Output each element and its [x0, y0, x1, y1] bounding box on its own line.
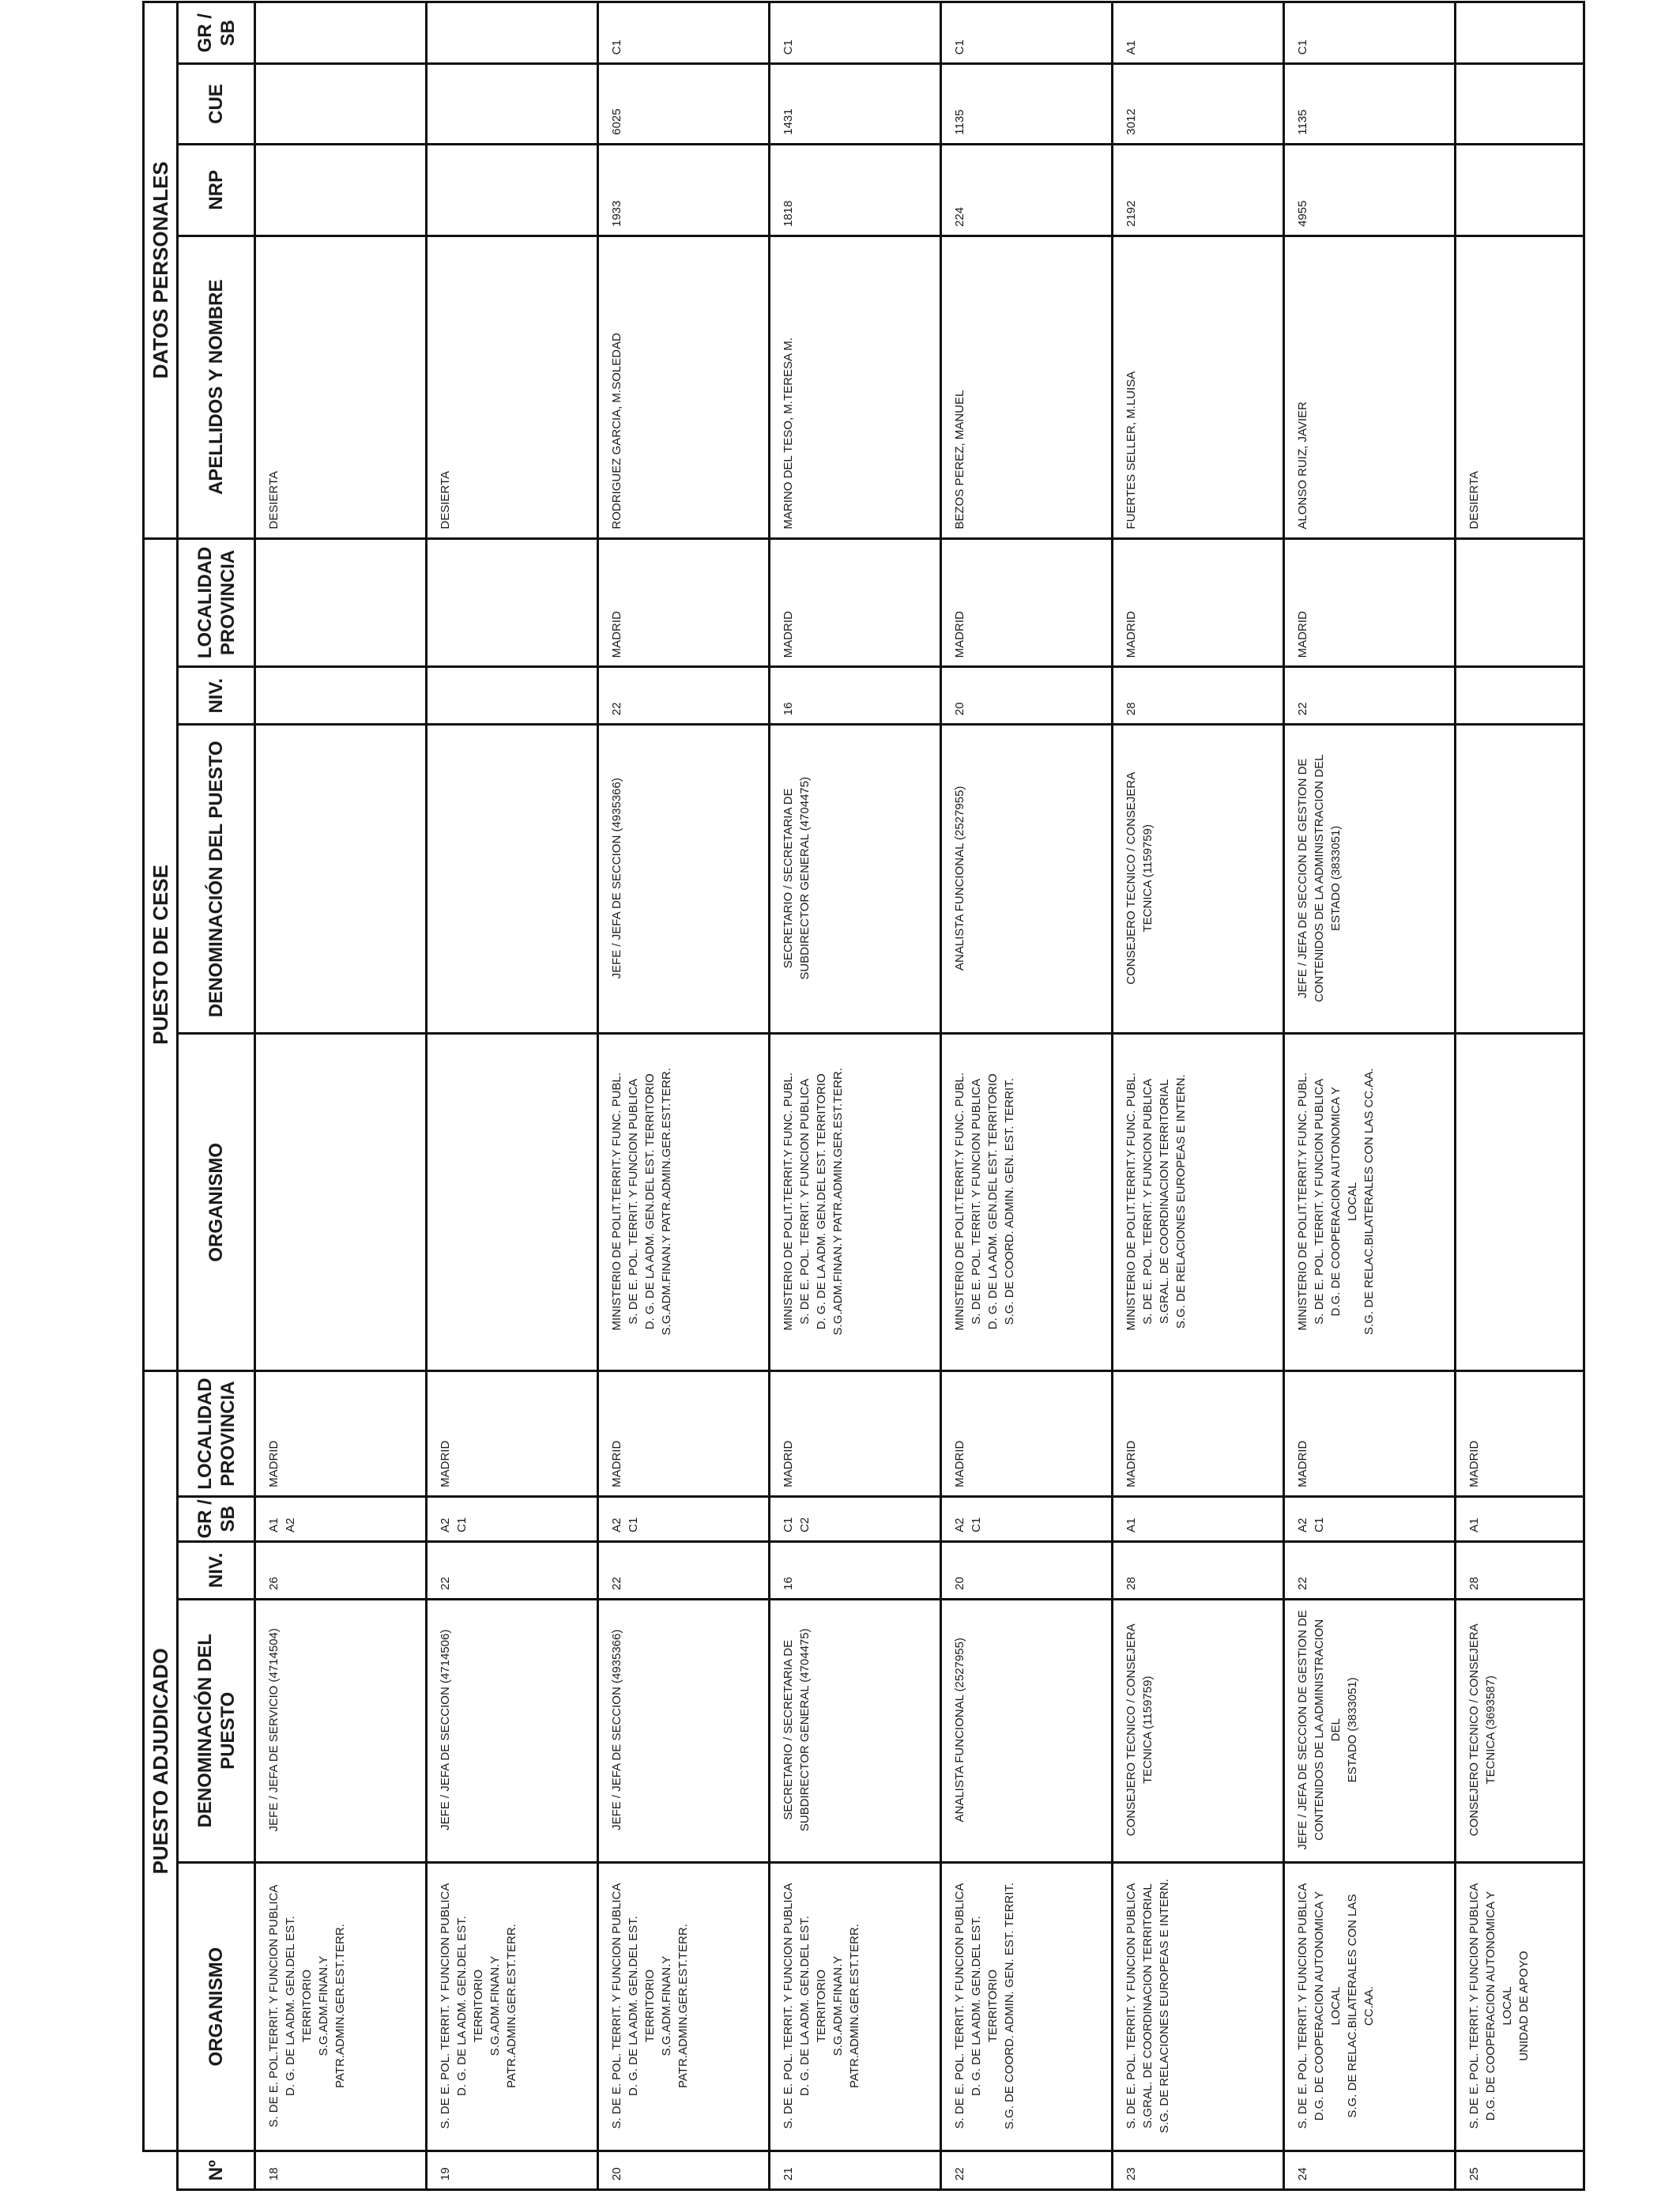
adj-niv-cell: 16 — [770, 1541, 941, 1599]
text-line: LOCAL — [1329, 1986, 1343, 2026]
text-line: TECNICA (1159759) — [1141, 1676, 1155, 1785]
cese-localidad-cell: MADRID — [941, 538, 1113, 667]
table-row — [1284, 2, 1456, 2190]
cese-organismo-cell — [941, 1034, 1113, 1371]
table-row — [255, 2, 427, 2190]
adj-denominacion-cell — [1113, 1599, 1284, 1862]
text-line: JEFE / JEFA DE SECCION DE GESTION DE — [1296, 758, 1309, 998]
localidad-line-1: LOCALIDAD — [194, 1378, 216, 1490]
apellidos-nombre-cell: FUERTES SELLER, M.LUISA — [1113, 236, 1284, 539]
cue-cell — [255, 64, 427, 144]
text-line: C2 — [798, 1517, 812, 1532]
adj-denominacion-cell — [941, 1599, 1113, 1862]
col-header-grsb: GR / SB — [178, 1496, 255, 1541]
grsb-personal-cell — [255, 2, 427, 64]
adj-localidad-cell: MADRID — [598, 1371, 770, 1497]
column-header-row — [178, 2, 255, 2190]
cese-organismo-cell — [1284, 1034, 1456, 1371]
text-line: S.G. DE COORD. ADMIN. GEN. EST. TERRIT. — [1003, 1882, 1016, 2130]
text-line: S. DE E. POL. TERRIT. Y FUNCION PUBLICA — [610, 1883, 623, 2129]
cese-localidad-cell — [427, 538, 598, 667]
adj-organismo-cell — [598, 1862, 770, 2151]
col-header-cese-organismo: ORGANISMO — [178, 1034, 255, 1371]
text-line: SUBDIRECTOR GENERAL (4704475) — [798, 1628, 812, 1832]
adj-niv-cell: 26 — [255, 1541, 427, 1599]
cese-denominacion-cell — [941, 725, 1113, 1034]
text-line: D. G. DE LA ADM. GEN.DEL EST. — [284, 1916, 297, 2096]
row-number: 20 — [598, 2151, 770, 2190]
cue-cell — [1456, 64, 1584, 144]
col-header-cese-localidad — [178, 538, 255, 667]
text-line: S. DE E. POL. TERRIT. Y FUNCION PUBLICA — [439, 1883, 452, 2129]
col-header-n: Nº — [178, 2151, 255, 2190]
cese-niv-cell: 16 — [770, 667, 941, 725]
text-line: MINISTERIO DE POLIT.TERRIT.Y FUNC. PUBL. — [610, 1072, 623, 1331]
cue-cell: 1431 — [770, 64, 941, 144]
text-line: S.G.ADM.FINAN.Y PATR.ADMIN.GER.EST.TERR. — [831, 1068, 845, 1336]
text-line: C1 — [970, 1517, 983, 1532]
col-header-niv: NIV. — [178, 1541, 255, 1599]
text-line: JEFE / JEFA DE SECCION (4935366) — [610, 1629, 623, 1830]
text-line: ANALISTA FUNCIONAL (2527955) — [953, 1638, 966, 1823]
grsb-personal-cell: C1 — [941, 2, 1113, 64]
text-line: PATR.ADMIN.GER.EST.TERR. — [333, 1924, 347, 2088]
text-line: S. DE E. POL. TERRIT. Y FUNCION PUBLICA — [782, 1883, 795, 2129]
group-header-cese: PUESTO DE CESE — [144, 538, 178, 1371]
cese-localidad-cell: MADRID — [770, 538, 941, 667]
adj-organismo-cell — [1113, 1862, 1284, 2151]
text-line: A1 — [1467, 1517, 1481, 1532]
adj-organismo-cell — [941, 1862, 1113, 2151]
cese-localidad-cell — [255, 538, 427, 667]
nrp-cell — [1456, 144, 1584, 236]
row-number: 23 — [1113, 2151, 1284, 2190]
text-line: A2 — [953, 1517, 966, 1532]
nrp-cell — [255, 144, 427, 236]
text-line: UNIDAD DE APOYO — [1517, 1951, 1531, 2061]
table-row — [598, 2, 770, 2190]
text-line: TECNICA (3693587) — [1484, 1676, 1497, 1785]
text-line: S. DE E. POL. TERRIT. Y FUNCION PUBLICA — [798, 1078, 812, 1325]
cese-denominacion-cell — [1284, 725, 1456, 1034]
text-line: A2 — [284, 1517, 297, 1532]
text-line: S. DE E. POL. TERRIT. Y FUNCION PUBLICA — [1124, 1883, 1138, 2129]
adj-localidad-cell: MADRID — [427, 1371, 598, 1497]
col-header-organismo: ORGANISMO — [178, 1862, 255, 2151]
text-line: D. G. DE LA ADM. GEN.DEL EST. TERRITORIO — [815, 1073, 828, 1330]
cese-denominacion-cell — [255, 725, 427, 1034]
text-line: S. DE E. POL. TERRIT. Y FUNCION PUBLICA — [970, 1078, 983, 1325]
text-line: LOCAL — [1346, 1182, 1359, 1221]
text-line: MINISTERIO DE POLIT.TERRIT.Y FUNC. PUBL. — [782, 1072, 795, 1331]
col-header-apellidos: APELLIDOS Y NOMBRE — [178, 236, 255, 539]
cese-denominacion-cell — [770, 725, 941, 1034]
adj-organismo-cell — [255, 1862, 427, 2151]
text-line: TECNICA (1159759) — [1141, 824, 1155, 933]
row-number: 25 — [1456, 2151, 1584, 2190]
col-header-cue: CUE — [178, 64, 255, 144]
text-line: C1 — [627, 1517, 640, 1532]
nrp-cell — [427, 144, 598, 236]
text-line: MINISTERIO DE POLIT.TERRIT.Y FUNC. PUBL. — [1296, 1072, 1309, 1331]
text-line: CONSEJERO TECNICO / CONSEJERA — [1467, 1623, 1481, 1837]
adj-grsb-cell — [770, 1496, 941, 1541]
col-header-cese-denominacion: DENOMINACIÓN DEL PUESTO — [178, 725, 255, 1034]
group-header-personales: DATOS PERSONALES — [144, 2, 178, 539]
apellidos-nombre-cell: BEZOS PEREZ, MANUEL — [941, 236, 1113, 539]
text-line: A1 — [1124, 1517, 1138, 1532]
nrp-cell: 1818 — [770, 144, 941, 236]
nrp-cell: 224 — [941, 144, 1113, 236]
text-line: S.G.ADM.FINAN.Y PATR.ADMIN.GER.EST.TERR. — [660, 1068, 673, 1336]
adj-organismo-cell — [1284, 1862, 1456, 2151]
row-number: 19 — [427, 2151, 598, 2190]
row-number: 24 — [1284, 2151, 1456, 2190]
adj-localidad-cell: MADRID — [1113, 1371, 1284, 1497]
text-line: S. DE E. POL. TERRIT. Y FUNCION PUBLICA — [1467, 1883, 1481, 2129]
text-line: MINISTERIO DE POLIT.TERRIT.Y FUNC. PUBL. — [1124, 1072, 1138, 1331]
text-line: TERRITORIO — [986, 1969, 1000, 2043]
text-line: CONSEJERO TECNICO / CONSEJERA — [1124, 1623, 1138, 1837]
cese-niv-cell: 22 — [1284, 667, 1456, 725]
table-row — [770, 2, 941, 2190]
cese-localidad-cell — [1456, 538, 1584, 667]
row-number: 22 — [941, 2151, 1113, 2190]
adj-localidad-cell: MADRID — [1456, 1371, 1584, 1497]
row-number: 21 — [770, 2151, 941, 2190]
table-row — [941, 2, 1113, 2190]
text-line: S.G.ADM.FINAN.Y — [660, 1955, 673, 2056]
text-line: JEFE / JEFA DE SECCION (4935366) — [610, 778, 623, 979]
text-line: S. DE E. POL. TERRIT. Y FUNCION PUBLICA — [1141, 1078, 1155, 1325]
cese-organismo-cell — [1113, 1034, 1284, 1371]
text-line: SUBDIRECTOR GENERAL (4704475) — [798, 776, 812, 980]
cue-cell: 1135 — [1284, 64, 1456, 144]
col-header-nrp: NRP — [178, 144, 255, 236]
adj-localidad-cell: MADRID — [1284, 1371, 1456, 1497]
text-line: D.G. DE COOPERACION AUTONOMICA Y — [1484, 1891, 1497, 2121]
adj-grsb-cell — [941, 1496, 1113, 1541]
text-line: C1 — [455, 1517, 469, 1532]
adj-localidad-cell: MADRID — [941, 1371, 1113, 1497]
apellidos-nombre-cell: RODRIGUEZ GARCIA, M.SOLEDAD — [598, 236, 770, 539]
cue-cell — [427, 64, 598, 144]
adj-grsb-cell — [598, 1496, 770, 1541]
text-line: S.GRAL. DE COORDINACION TERRITORIAL — [1158, 1079, 1171, 1325]
adj-denominacion-cell — [1284, 1599, 1456, 1862]
text-line: SECRETARIO / SECRETARIA DE — [782, 788, 795, 969]
text-line: MINISTERIO DE POLIT.TERRIT.Y FUNC. PUBL. — [953, 1072, 966, 1331]
cese-organismo-cell — [255, 1034, 427, 1371]
text-line: A1 — [267, 1517, 281, 1532]
grsb-personal-cell: A1 — [1113, 2, 1284, 64]
text-line: TERRITORIO — [300, 1969, 314, 2043]
col-header-grsb-personal: GR / SB — [178, 2, 255, 64]
table-row — [1456, 2, 1584, 2190]
adj-grsb-cell — [1456, 1496, 1584, 1541]
text-line: CONTENIDOS DE LA ADMINISTRACION DEL — [1313, 1619, 1343, 1841]
corner-cell — [144, 2151, 178, 2190]
adj-grsb-cell — [255, 1496, 427, 1541]
text-line: A2 — [610, 1517, 623, 1532]
adj-grsb-cell — [427, 1496, 598, 1541]
text-line: TERRITORIO — [643, 1969, 657, 2043]
nrp-cell: 4955 — [1284, 144, 1456, 236]
grsb-personal-cell: C1 — [598, 2, 770, 64]
adj-denominacion-cell — [255, 1599, 427, 1862]
text-line: D. G. DE LA ADM. GEN.DEL EST. — [798, 1916, 812, 2096]
text-line: S. DE E. POL.TERRIT. Y FUNCION PUBLICA — [267, 1884, 281, 2128]
text-line: CONTENIDOS DE LA ADMINISTRACION DEL — [1313, 754, 1326, 1002]
cese-niv-cell: 22 — [598, 667, 770, 725]
cue-cell: 3012 — [1113, 64, 1284, 144]
text-line: C1 — [1313, 1517, 1326, 1532]
cese-denominacion-cell — [1113, 725, 1284, 1034]
cue-cell: 6025 — [598, 64, 770, 144]
text-line: S. DE E. POL. TERRIT. Y FUNCION PUBLICA — [1296, 1883, 1309, 2129]
grsb-personal-cell: C1 — [770, 2, 941, 64]
adj-denominacion-cell — [427, 1599, 598, 1862]
cese-niv-cell: 28 — [1113, 667, 1284, 725]
col-header-denominacion: DENOMINACIÓN DEL PUESTO — [178, 1599, 255, 1862]
cese-niv-cell — [427, 667, 598, 725]
text-line: ESTADO (3833051) — [1329, 825, 1343, 931]
text-line: PATR.ADMIN.GER.EST.TERR. — [676, 1924, 690, 2088]
localidad-line-2: PROVINCIA — [217, 1381, 239, 1487]
group-header-row — [144, 2, 178, 2190]
adj-denominacion-cell — [1456, 1599, 1584, 1862]
text-line: D. G. DE LA ADM. GEN.DEL EST. TERRITORIO — [986, 1073, 1000, 1330]
adj-denominacion-cell — [598, 1599, 770, 1862]
col-header-cese-niv: NIV. — [178, 667, 255, 725]
table-body — [255, 2, 1584, 2190]
cese-organismo-cell — [427, 1034, 598, 1371]
text-line: SECRETARIO / SECRETARIA DE — [782, 1639, 795, 1820]
text-line: A2 — [1296, 1517, 1309, 1532]
adj-niv-cell: 28 — [1113, 1541, 1284, 1599]
text-line: C1 — [782, 1517, 795, 1532]
text-line: LOCAL — [1501, 1986, 1514, 2026]
adj-localidad-cell: MADRID — [255, 1371, 427, 1497]
localidad-line-1: LOCALIDAD — [194, 546, 216, 659]
text-line: CONSEJERO TECNICO / CONSEJERA — [1124, 771, 1138, 985]
text-line: S.G. DE RELAC.BILATERALES CON LAS — [1346, 1894, 1359, 2118]
text-line: S.G. DE COORD. ADMIN. GEN. EST. TERRIT. — [1003, 1078, 1016, 1325]
apellidos-nombre-cell: ALONSO RUIZ, JAVIER — [1284, 236, 1456, 539]
text-line: JEFE / JEFA DE SECCION (4714506) — [439, 1629, 452, 1830]
cese-niv-cell: 20 — [941, 667, 1113, 725]
grsb-personal-cell: C1 — [1284, 2, 1456, 64]
apellidos-nombre-cell: DESIERTA — [427, 236, 598, 539]
text-line: TERRITORIO — [815, 1969, 828, 2043]
text-line: S. DE E. POL. TERRIT. Y FUNCION PUBLICA — [1313, 1078, 1326, 1325]
grsb-personal-cell — [427, 2, 598, 64]
text-line: JEFE / JEFA DE SERVICIO (4714504) — [267, 1628, 281, 1832]
grsb-personal-cell — [1456, 2, 1584, 64]
cese-organismo-cell — [598, 1034, 770, 1371]
adj-organismo-cell — [770, 1862, 941, 2151]
adj-organismo-cell — [427, 1862, 598, 2151]
text-line: S.G.ADM.FINAN.Y — [317, 1955, 330, 2056]
text-line: S. DE E. POL. TERRIT. Y FUNCION PUBLICA — [627, 1078, 640, 1325]
text-line: D.G. DE COOPERACION AUTONOMICA Y — [1313, 1891, 1326, 2121]
text-line: ESTADO (3833051) — [1346, 1677, 1359, 1783]
col-header-localidad — [178, 1371, 255, 1497]
text-line: D.G. DE COOPERACION AUTONOMICA Y — [1329, 1087, 1343, 1317]
text-line: S.G. DE RELACIONES EUROPEAS E INTERN. — [1174, 1074, 1188, 1329]
adj-niv-cell: 22 — [1284, 1541, 1456, 1599]
cue-cell: 1135 — [941, 64, 1113, 144]
apellidos-nombre-cell: DESIERTA — [255, 236, 427, 539]
text-line: D. G. DE LA ADM. GEN.DEL EST. — [627, 1916, 640, 2096]
adj-niv-cell: 22 — [598, 1541, 770, 1599]
adj-organismo-cell — [1456, 1862, 1584, 2151]
localidad-line-2: PROVINCIA — [217, 549, 239, 656]
nrp-cell: 2192 — [1113, 144, 1284, 236]
text-line: D. G. DE LA ADM. GEN.DEL EST. TERRITORIO — [643, 1073, 657, 1330]
text-line: PATR.ADMIN.GER.EST.TERR. — [505, 1924, 518, 2088]
adjudication-table — [142, 1, 1585, 2191]
cese-localidad-cell: MADRID — [598, 538, 770, 667]
text-line: S.G. DE RELAC.BILATERALES CON LAS CC.AA. — [1362, 1068, 1376, 1335]
group-header-adjudicado: PUESTO ADJUDICADO — [144, 1371, 178, 2151]
nrp-cell: 1933 — [598, 144, 770, 236]
apellidos-nombre-cell: DESIERTA — [1456, 236, 1584, 539]
text-line: S.G.ADM.FINAN.Y — [488, 1955, 502, 2056]
cese-localidad-cell: MADRID — [1113, 538, 1284, 667]
text-line: PATR.ADMIN.GER.EST.TERR. — [848, 1924, 861, 2088]
cese-denominacion-cell — [1456, 725, 1584, 1034]
adj-denominacion-cell — [770, 1599, 941, 1862]
text-line: S. DE E. POL. TERRIT. Y FUNCION PUBLICA — [953, 1883, 966, 2129]
text-line: S.GRAL. DE COORDINACION TERRITORIAL — [1141, 1883, 1155, 2128]
row-number: 18 — [255, 2151, 427, 2190]
adj-niv-cell: 22 — [427, 1541, 598, 1599]
text-line: ANALISTA FUNCIONAL (2527955) — [953, 786, 966, 971]
adj-localidad-cell: MADRID — [770, 1371, 941, 1497]
text-line: TERRITORIO — [472, 1969, 485, 2043]
cese-organismo-cell — [1456, 1034, 1584, 1371]
text-line: D. G. DE LA ADM. GEN.DEL EST. — [455, 1916, 469, 2096]
cese-localidad-cell: MADRID — [1284, 538, 1456, 667]
cese-organismo-cell — [770, 1034, 941, 1371]
table-row — [1113, 2, 1284, 2190]
cese-denominacion-cell — [598, 725, 770, 1034]
text-line: CC.AA. — [1362, 1986, 1376, 2026]
text-line: S.G. DE RELACIONES EUROPEAS E INTERN. — [1158, 1879, 1171, 2133]
adj-niv-cell: 28 — [1456, 1541, 1584, 1599]
adj-grsb-cell — [1284, 1496, 1456, 1541]
cese-niv-cell — [255, 667, 427, 725]
cese-niv-cell — [1456, 667, 1584, 725]
table-row — [427, 2, 598, 2190]
text-line: D. G. DE LA ADM. GEN.DEL EST. — [970, 1916, 983, 2096]
adj-niv-cell: 20 — [941, 1541, 1113, 1599]
text-line: JEFE / JEFA DE SECCION DE GESTION DE — [1296, 1610, 1309, 1850]
cese-denominacion-cell — [427, 725, 598, 1034]
text-line: S.G.ADM.FINAN.Y — [831, 1955, 845, 2056]
text-line: A2 — [439, 1517, 452, 1532]
adj-grsb-cell — [1113, 1496, 1284, 1541]
apellidos-nombre-cell: MARINO DEL TESO, M.TERESA M. — [770, 236, 941, 539]
